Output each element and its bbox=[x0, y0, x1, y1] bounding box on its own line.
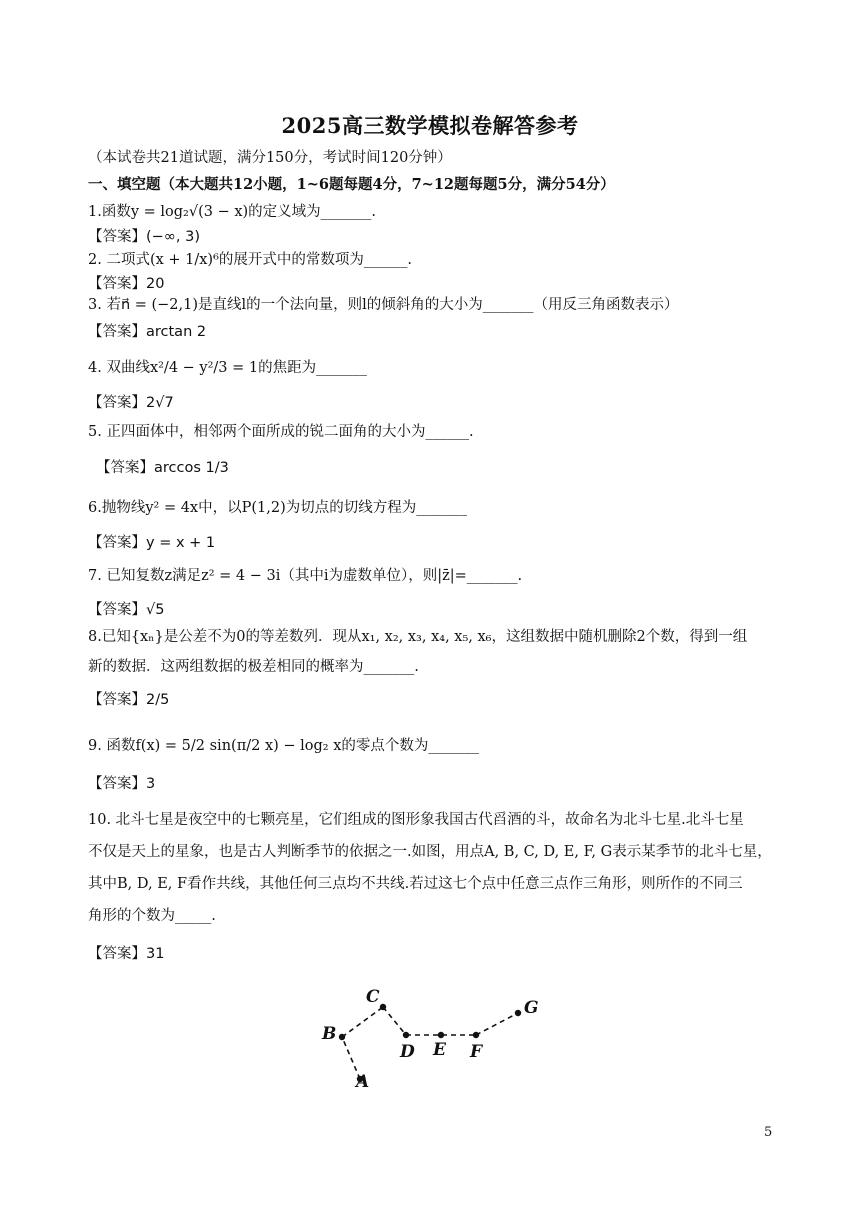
answer-4: 【答案】2√7 bbox=[88, 395, 174, 411]
point-g bbox=[515, 1010, 521, 1016]
question-9: 9. 函数f(x) = 5/2 sin(π/2 x) − log₂ x的零点个数为_______ bbox=[88, 738, 480, 754]
label-g: G bbox=[524, 998, 539, 1018]
question-10-line-2: 不仅是天上的星象，也是古人判断季节的依据之一.如图，用点A, B, C, D, E, F, G表示某季节的北斗七星， bbox=[88, 844, 772, 860]
point-c bbox=[380, 1004, 386, 1010]
question-3: 3. 若n⃗ = (−2,1)是直线l的一个法向量，则l的倾斜角的大小为_______（用反三角函数表示） bbox=[88, 297, 679, 313]
big-dipper-figure bbox=[300, 975, 560, 1095]
label-d: D bbox=[400, 1042, 415, 1062]
label-c: C bbox=[366, 987, 380, 1007]
section-heading: 一、填空题（本大题共12小题，1~6题每题4分，7~12题每题5分，满分54分） bbox=[88, 176, 615, 193]
edge-b-c bbox=[342, 1007, 383, 1037]
figure-edges bbox=[342, 1007, 518, 1079]
answer-2: 【答案】20 bbox=[88, 276, 165, 292]
question-10-line-1: 10. 北斗七星是夜空中的七颗亮星，它们组成的图形象我国古代舀酒的斗，故命名为北斗七星.北斗七星 bbox=[88, 812, 744, 828]
exam-note: （本试卷共21道试题，满分150分，考试时间120分钟） bbox=[88, 150, 452, 166]
question-8-line-1: 8.已知{xₙ}是公差不为0的等差数列．现从x₁, x₂, x₃, x₄, x₅, x₆，这组数据中随机删除2个数，得到一组 bbox=[88, 629, 748, 645]
point-b bbox=[339, 1034, 345, 1040]
point-e bbox=[438, 1032, 444, 1038]
question-5: 5. 正四面体中，相邻两个面所成的锐二面角的大小为______. bbox=[88, 424, 474, 440]
question-8-line-2: 新的数据．这两组数据的极差相同的概率为_______. bbox=[88, 659, 419, 675]
label-a: A bbox=[356, 1072, 370, 1092]
label-b: B bbox=[322, 1024, 337, 1044]
answer-6: 【答案】y = x + 1 bbox=[88, 535, 216, 551]
point-f bbox=[473, 1032, 479, 1038]
question-6: 6.抛物线y² = 4x中，以P(1,2)为切点的切线方程为_______ bbox=[88, 500, 467, 516]
question-1: 1.函数y = log₂√(3 − x)的定义域为_______. bbox=[88, 204, 377, 220]
question-10-line-4: 角形的个数为_____. bbox=[88, 908, 216, 924]
question-10-line-3: 其中B, D, E, F看作共线，其他任何三点均不共线.若过这七个点中任意三点作三角形，则所作的不同三 bbox=[88, 876, 743, 892]
edge-f-g bbox=[476, 1013, 518, 1035]
figure-points bbox=[339, 1004, 521, 1082]
label-f: F bbox=[470, 1042, 483, 1062]
page-title: 2025高三数学模拟卷解答参考 bbox=[281, 113, 579, 138]
answer-1: 【答案】(−∞, 3) bbox=[88, 229, 200, 245]
edge-c-d bbox=[383, 1007, 406, 1035]
answer-7: 【答案】√5 bbox=[88, 602, 165, 618]
answer-8: 【答案】2/5 bbox=[88, 692, 170, 708]
page-number: 5 bbox=[764, 1125, 773, 1140]
point-d bbox=[403, 1032, 409, 1038]
question-4: 4. 双曲线x²/4 − y²/3 = 1的焦距为_______ bbox=[88, 360, 367, 376]
answer-3: 【答案】arctan 2 bbox=[88, 324, 207, 340]
question-7: 7. 已知复数z满足z² = 4 − 3i（其中i为虚数单位），则|z̄|=_______. bbox=[88, 568, 523, 584]
label-e: E bbox=[433, 1040, 446, 1060]
question-2: 2. 二项式(x + 1/x)⁶的展开式中的常数项为______. bbox=[88, 252, 413, 268]
answer-5: 【答案】arccos 1/3 bbox=[96, 460, 229, 476]
answer-10: 【答案】31 bbox=[88, 946, 165, 962]
answer-9: 【答案】3 bbox=[88, 776, 156, 792]
